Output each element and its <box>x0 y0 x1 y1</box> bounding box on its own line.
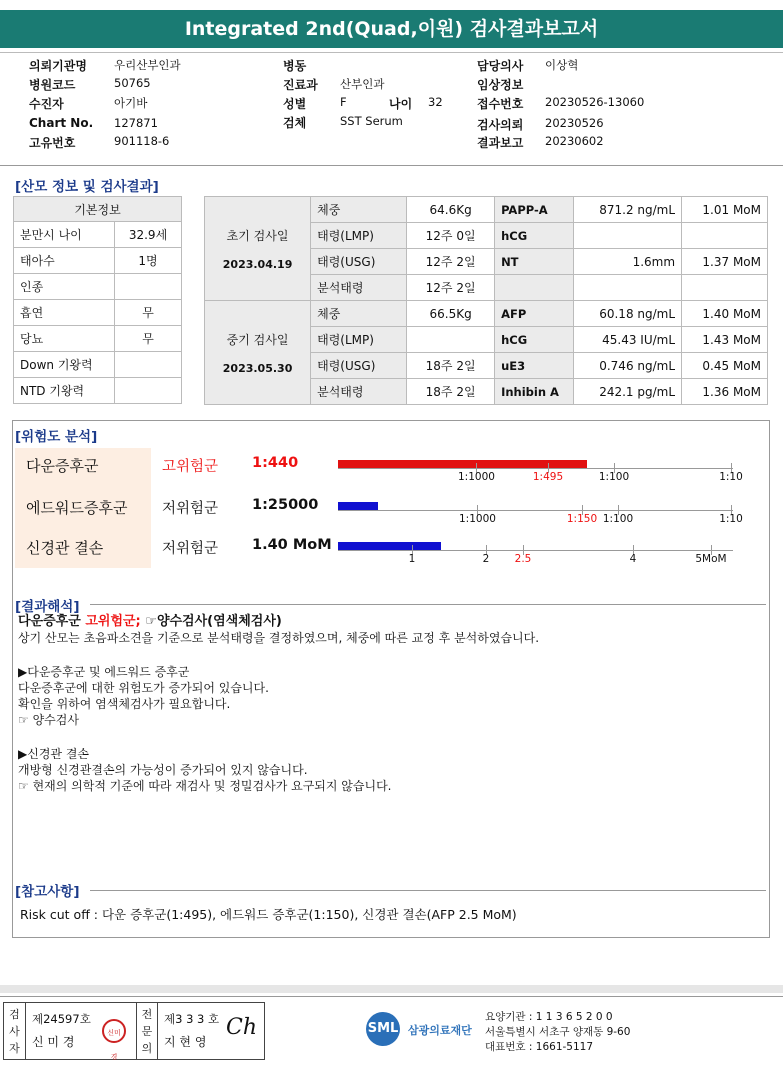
marker-mom: 1.40 MoM <box>682 301 768 327</box>
marker-mom: 1.43 MoM <box>682 327 768 353</box>
risk-tick-label: 1:1000 <box>459 513 496 525</box>
risk-level: 저위험군 <box>162 541 219 557</box>
header-label: 병원코드 <box>29 78 76 92</box>
header-label: 임상정보 <box>477 78 524 92</box>
marker-mom: 1.36 MoM <box>682 379 768 405</box>
marker-name: hCG <box>495 223 574 249</box>
marker-value: 0.746 ng/mL <box>573 353 681 379</box>
basic-info-value: 무 <box>115 326 182 352</box>
basic-info-value: 무 <box>115 300 182 326</box>
header-label: 담당의사 <box>477 59 524 73</box>
marker-value: 242.1 pg/mL <box>573 379 681 405</box>
result-key: 태령(LMP) <box>311 327 407 353</box>
basic-info-title: 기본정보 <box>14 197 182 222</box>
marker-mom: 1.01 MoM <box>682 197 768 223</box>
age-label: 나이 <box>389 97 413 111</box>
header-value: 아기바 <box>114 96 148 110</box>
age-value: 32 <box>428 95 443 109</box>
risk-bar <box>338 460 587 468</box>
exam-date-cell <box>205 301 311 405</box>
marker-name <box>495 275 574 301</box>
result-row <box>205 197 768 223</box>
risk-value: 1:440 <box>252 455 299 471</box>
header-label: 병동 <box>283 59 307 73</box>
risk-tick-label: 1:100 <box>602 513 634 525</box>
risk-tick-label: 1:1000 <box>458 471 495 483</box>
basic-info-value <box>115 378 182 404</box>
marker-name: PAPP-A <box>495 197 574 223</box>
header-value: 20230526 <box>545 116 604 130</box>
risk-tick-label: 1:495 <box>532 471 564 483</box>
basic-info-label: 당뇨 <box>14 326 115 352</box>
risk-bar <box>338 502 378 510</box>
marker-value: 871.2 ng/mL <box>573 197 681 223</box>
marker-name: uE3 <box>495 353 574 379</box>
basic-info-label: 흡연 <box>14 300 115 326</box>
risk-value: 1.40 MoM <box>252 537 332 553</box>
risk-tick-label: 1:150 <box>566 513 598 525</box>
basic-info-row <box>14 248 182 274</box>
risk-level: 고위험군 <box>162 459 219 475</box>
reference-title-line <box>90 890 766 891</box>
reference-title: [참고사항] <box>15 884 80 900</box>
basic-info-label: 분만시 나이 <box>14 222 115 248</box>
header-label: 진료과 <box>283 78 318 92</box>
header-value: 127871 <box>114 116 158 130</box>
org-info <box>485 1010 630 1055</box>
exam-date: 2023.05.30 <box>222 361 293 375</box>
header-label: 검체 <box>283 116 307 130</box>
interp-summary-prefix: 다운증후군 <box>18 614 86 629</box>
marker-value <box>573 275 681 301</box>
exam-date-cell <box>205 197 311 301</box>
result-key: 분석태령 <box>311 275 407 301</box>
marker-mom: 1.37 MoM <box>682 249 768 275</box>
interp-line1: 상기 산모는 초음파소견을 기준으로 분석태령을 결정하였으며, 체중에 따른 교정 후 분석하였습니다. <box>18 631 540 645</box>
marker-name: hCG <box>495 327 574 353</box>
result-row <box>205 301 768 327</box>
risk-tick-label: 4 <box>629 553 637 565</box>
risk-name: 다운증후군 <box>26 457 99 475</box>
tester-label: 검사자 <box>4 1003 26 1059</box>
signature-box <box>3 1002 265 1060</box>
risk-tick-label: 2 <box>482 553 490 565</box>
risk-axis-line <box>338 468 733 469</box>
marker-value <box>573 223 681 249</box>
result-value: 12주 0일 <box>407 223 495 249</box>
risk-name: 에드워드증후군 <box>26 499 128 517</box>
tester-seal: 신미경 <box>102 1019 126 1043</box>
marker-name: AFP <box>495 301 574 327</box>
header-value: 우리산부인과 <box>114 58 181 72</box>
interp-p1a: 다운증후군에 대한 위험도가 증가되어 있습니다. <box>18 681 269 695</box>
result-value: 12주 2일 <box>407 249 495 275</box>
result-key: 태령(USG) <box>311 249 407 275</box>
interp-title: [결과해석] <box>15 599 80 615</box>
org-name: 삼광의료재단 <box>408 1024 472 1037</box>
basic-info-row <box>14 222 182 248</box>
header-label: 고유번호 <box>29 136 76 150</box>
header-value: 이상혁 <box>545 58 579 72</box>
result-value: 66.5Kg <box>407 301 495 327</box>
risk-tick-label: 1:10 <box>719 513 743 525</box>
result-value: 18주 2일 <box>407 353 495 379</box>
header-value: F <box>340 95 347 109</box>
header-label: 의뢰기관명 <box>29 59 87 73</box>
basic-info-row <box>14 300 182 326</box>
result-key: 태령(LMP) <box>311 223 407 249</box>
basic-info-value <box>115 352 182 378</box>
result-key: 체중 <box>311 301 407 327</box>
result-value: 12주 2일 <box>407 275 495 301</box>
basic-info-value: 1명 <box>115 248 182 274</box>
risk-bar <box>338 542 441 550</box>
header-value: 산부인과 <box>340 77 385 91</box>
risk-tick-label: 5MoM <box>695 553 727 565</box>
basic-info-label: NTD 기왕력 <box>14 378 115 404</box>
interp-p2a: 개방형 신경관결손의 가능성이 증가되어 있지 않습니다. <box>18 763 308 777</box>
result-key: 태령(USG) <box>311 353 407 379</box>
marker-name: NT <box>495 249 574 275</box>
footer-line <box>0 996 783 997</box>
exam-name: 중기 검사일 <box>226 332 289 347</box>
interp-title-line <box>90 604 766 605</box>
result-value <box>407 327 495 353</box>
interp-p2b: ☞ 현재의 의학적 기준에 따라 재검사 및 정밀검사가 요구되지 않습니다. <box>18 779 392 793</box>
reference-text: Risk cut off : 다운 증후군(1:495), 에드워드 증후군(1:150), 신경관 결손(AFP 2.5 MoM) <box>20 907 517 922</box>
marker-value: 45.43 IU/mL <box>573 327 681 353</box>
header-label: 성별 <box>283 97 307 111</box>
interp-summary-risk: 고위험군; <box>85 614 141 629</box>
header-label: 결과보고 <box>477 136 524 150</box>
exam-name: 초기 검사일 <box>226 228 289 243</box>
basic-info-row <box>14 326 182 352</box>
risk-tick-label: 1 <box>408 553 416 565</box>
basic-info-label: Down 기왕력 <box>14 352 115 378</box>
org-info-address: 서울특별시 서초구 양재동 9-60 <box>485 1026 631 1038</box>
title-underline <box>0 52 783 53</box>
interpretation-body <box>18 614 758 794</box>
basic-info-row <box>14 378 182 404</box>
header-value: 20230526-13060 <box>545 95 645 109</box>
results-table <box>204 196 768 405</box>
risk-axis-line <box>338 510 733 511</box>
footer-band <box>0 985 783 993</box>
header-value: 20230602 <box>545 134 604 148</box>
header-value: 50765 <box>114 76 151 90</box>
interp-summary-suffix: ☞양수검사(염색체검사) <box>140 614 282 629</box>
marker-mom <box>682 223 768 249</box>
result-value: 18주 2일 <box>407 379 495 405</box>
basic-info-value <box>115 274 182 300</box>
header-label: Chart No. <box>29 116 94 130</box>
basic-info-value: 32.9세 <box>115 222 182 248</box>
header-divider <box>0 165 783 166</box>
marker-mom: 0.45 MoM <box>682 353 768 379</box>
basic-info-row <box>14 274 182 300</box>
interp-p1b: 확인을 위하여 염색체검사가 필요합니다. <box>18 697 231 711</box>
marker-mom <box>682 275 768 301</box>
header-value: 901118-6 <box>114 134 170 148</box>
risk-tick-label: 1:10 <box>719 471 743 483</box>
risk-title: [위험도 분석] <box>15 429 98 445</box>
marker-name: Inhibin A <box>495 379 574 405</box>
org-info-code: 요양기관 : 1 1 3 6 5 2 0 0 <box>485 1011 613 1023</box>
specialist-signature: Ch <box>226 1015 258 1040</box>
risk-axis-line <box>338 550 733 551</box>
interp-h1: ▶다운증후군 및 에드워드 증후군 <box>18 665 190 679</box>
report-title: Integrated 2nd(Quad,이원) 검사결과보고서 <box>0 10 783 48</box>
risk-name: 신경관 결손 <box>26 539 104 557</box>
exam-date: 2023.04.19 <box>222 257 293 271</box>
org-info-phone: 대표번호 : 1661-5117 <box>485 1041 594 1053</box>
risk-value: 1:25000 <box>252 497 319 513</box>
tester-license: 제24597호 <box>32 1012 91 1026</box>
interp-h2: ▶신경관 결손 <box>18 747 90 761</box>
interp-p1c: ☞ 양수검사 <box>18 713 79 727</box>
risk-tick-label: 1:100 <box>598 471 630 483</box>
basic-info-table <box>13 196 182 404</box>
header-label: 검사의뢰 <box>477 118 524 132</box>
result-key: 체중 <box>311 197 407 223</box>
result-key: 분석태령 <box>311 379 407 405</box>
interp-summary <box>18 614 758 630</box>
basic-info-row <box>14 352 182 378</box>
specialist-license: 제3 3 3 호 <box>164 1012 220 1026</box>
section-info-title: [산모 정보 및 검사결과] <box>15 179 159 195</box>
sml-logo: SML <box>366 1012 400 1046</box>
basic-info-label: 태아수 <box>14 248 115 274</box>
header-label: 접수번호 <box>477 97 524 111</box>
header-value: SST Serum <box>340 114 403 128</box>
specialist-name: 지 현 영 <box>164 1035 207 1049</box>
marker-value: 1.6mm <box>573 249 681 275</box>
marker-value: 60.18 ng/mL <box>573 301 681 327</box>
basic-info-label: 인종 <box>14 274 115 300</box>
specialist-label: 전문의 <box>136 1003 158 1059</box>
result-value: 64.6Kg <box>407 197 495 223</box>
risk-level: 저위험군 <box>162 501 219 517</box>
tester-name: 신 미 경 <box>32 1035 75 1049</box>
header-label: 수진자 <box>29 97 64 111</box>
risk-tick-label: 2.5 <box>514 553 532 565</box>
